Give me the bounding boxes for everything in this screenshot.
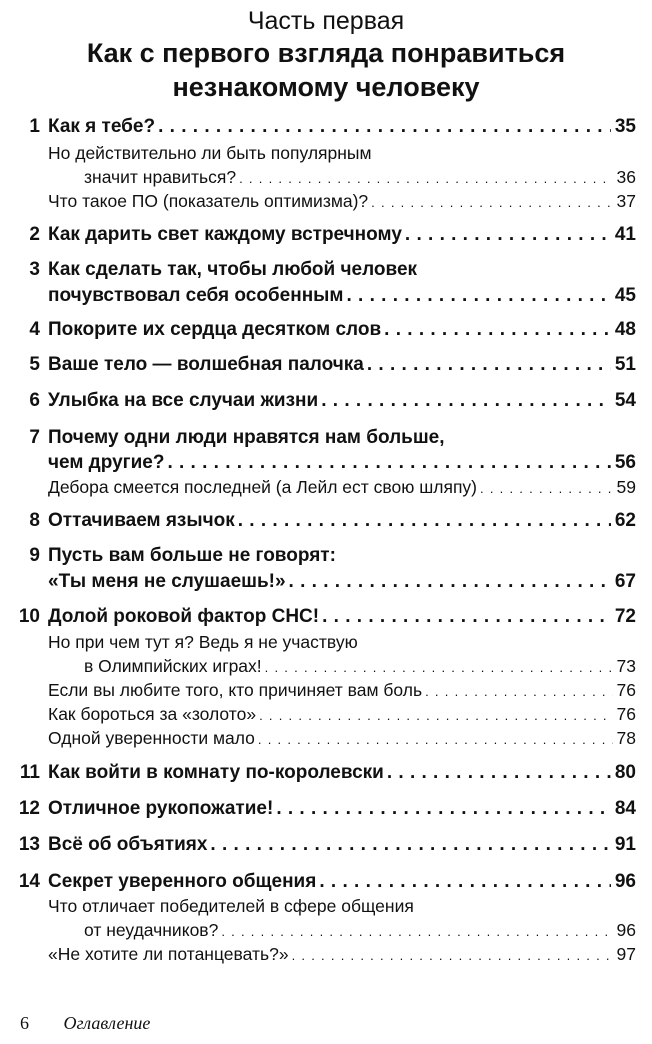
chapter-title: Оттачиваем язычок [48,510,235,531]
chapter-title: Как сделать так, чтобы любой человек [48,259,418,280]
leader-dots [286,569,611,595]
toc-chapter-5[interactable] [0,352,652,378]
toc-chapter-13[interactable] [0,832,652,858]
chapter-title: чем другие? [48,452,165,473]
toc-subsection[interactable] [0,941,652,967]
chapter-page: 35 [614,116,636,137]
subsection-title: от неудачников? [84,920,219,940]
subsection-title: «Не хотите ли потанцевать?» [48,944,289,964]
part-header [0,6,652,104]
chapter-page: 45 [614,285,636,306]
leader-dots [289,943,613,969]
subsection-title: Но действительно ли быть популярным [48,143,372,163]
leader-dots [155,114,611,140]
subsection-page: 76 [616,704,636,724]
chapter-number: 14 [18,871,40,892]
toc-subsection[interactable] [0,140,652,166]
running-title: Оглавление [63,1013,151,1033]
toc-chapter-9-cont[interactable] [0,569,652,595]
toc-chapter-8[interactable] [0,508,652,534]
chapter-number: 2 [29,224,40,245]
toc-chapter-6[interactable] [0,388,652,414]
page-footer [20,1013,150,1034]
chapter-title: «Ты меня не слушаешь!» [48,571,286,592]
toc-subsection[interactable] [0,474,652,500]
subsection-title: Что отличает победителей в сфере общения [48,896,414,916]
chapter-page: 96 [614,871,636,892]
chapter-page: 91 [614,834,636,855]
toc-chapter-7-cont[interactable] [0,450,652,476]
subsection-page: 97 [616,944,636,964]
toc-subsection-cont[interactable] [0,653,652,679]
subsection-page: 78 [616,728,636,748]
toc-chapter-3[interactable] [0,257,652,283]
subsection-title: Если вы любите того, кто причиняет вам боль [48,680,423,700]
chapter-page: 51 [614,354,636,375]
subsection-page: 37 [616,191,636,211]
toc-subsection[interactable] [0,893,652,919]
toc-chapter-12[interactable] [0,796,652,822]
chapter-title: Как войти в комнату по-королевски [48,762,384,783]
chapter-page: 67 [614,571,636,592]
chapter-page: 56 [614,452,636,473]
subsection-title: Но при чем тут я? Ведь я не участвую [48,632,358,652]
chapter-number: 4 [29,319,40,340]
leader-dots [364,352,611,378]
chapter-number: 10 [18,606,40,627]
subsection-title: значит нравиться? [84,167,237,187]
leader-dots [235,508,611,534]
chapter-title: Долой роковой фактор СНС! [48,606,320,627]
part-title-line1: Как с первого взгляда понравиться [86,38,566,68]
chapter-title: Отличное рукопожатие! [48,798,274,819]
subsection-page: 59 [616,477,636,497]
chapter-title: Ваше тело — волшебная палочка [48,354,364,375]
leader-dots [368,190,612,216]
toc-chapter-4[interactable] [0,317,652,343]
chapter-number: 9 [29,545,40,566]
subsection-title: Как бороться за «золото» [48,704,257,724]
chapter-page: 41 [614,224,636,245]
toc-chapter-11[interactable] [0,760,652,786]
chapter-number: 1 [29,116,40,137]
chapter-page: 54 [614,390,636,411]
subsection-page: 96 [616,920,636,940]
leader-dots [318,388,611,414]
chapter-page: 72 [614,606,636,627]
chapter-number: 6 [29,390,40,411]
page-number: 6 [20,1013,29,1033]
leader-dots [164,450,610,476]
toc-chapter-2[interactable] [0,222,652,248]
chapter-title: Покорите их сердца десятком слов [48,319,382,340]
leader-dots [319,604,611,630]
leader-dots [477,476,613,502]
chapter-number: 5 [29,354,40,375]
subsection-title: Что такое ПО (показатель оптимизма)? [48,191,369,211]
leader-dots [255,727,613,753]
toc-subsection[interactable] [0,629,652,655]
chapter-number: 8 [29,510,40,531]
toc-subsection[interactable] [0,725,652,751]
chapter-title: Всё об объятиях [48,834,208,855]
toc-chapter-7[interactable] [0,425,652,451]
leader-dots [207,832,610,858]
subsection-title: Дебора смеется последней (а Лейл ест свою шляпу) [48,477,478,497]
toc-chapter-9[interactable] [0,543,652,569]
toc-subsection[interactable] [0,701,652,727]
chapter-title: Секрет уверенного общения [48,871,317,892]
leader-dots [316,869,611,895]
subsection-page: 73 [616,656,636,676]
toc-subsection-cont[interactable] [0,917,652,943]
part-label: Часть первая [247,7,405,35]
chapter-number: 11 [19,762,40,783]
chapter-number: 7 [29,427,40,448]
chapter-page: 84 [614,798,636,819]
toc-subsection[interactable] [0,677,652,703]
chapter-number: 12 [18,798,40,819]
toc-chapter-3-cont[interactable] [0,283,652,309]
chapter-title: Пусть вам больше не говорят: [48,545,336,566]
chapter-page: 48 [614,319,636,340]
subsection-title: в Олимпийских играх! [84,656,262,676]
chapter-number: 13 [18,834,40,855]
chapter-title: почувствовал себя особенным [48,285,344,306]
toc-chapter-1[interactable] [0,114,652,140]
subsection-title: Одной уверенности мало [48,728,255,748]
chapter-page: 62 [614,510,636,531]
leader-dots [384,760,611,786]
chapter-title: Как дарить свет каждому встречному [48,224,402,245]
leader-dots [273,796,611,822]
chapter-title: Улыбка на все случаи жизни [48,390,319,411]
subsection-page: 36 [616,167,636,187]
chapter-title: Почему одни люди нравятся нам больше, [48,427,445,448]
leader-dots [381,317,611,343]
toc-chapter-10[interactable] [0,604,652,630]
subsection-page: 76 [616,680,636,700]
chapter-page: 80 [614,762,636,783]
leader-dots [343,283,610,309]
chapter-number: 3 [29,259,40,280]
part-title-line2: незнакомому человеку [172,72,480,102]
toc-chapter-14[interactable] [0,869,652,895]
leader-dots [402,222,611,248]
chapter-title: Как я тебе? [48,116,156,137]
toc-subsection-cont[interactable] [0,164,652,190]
toc-subsection[interactable] [0,188,652,214]
